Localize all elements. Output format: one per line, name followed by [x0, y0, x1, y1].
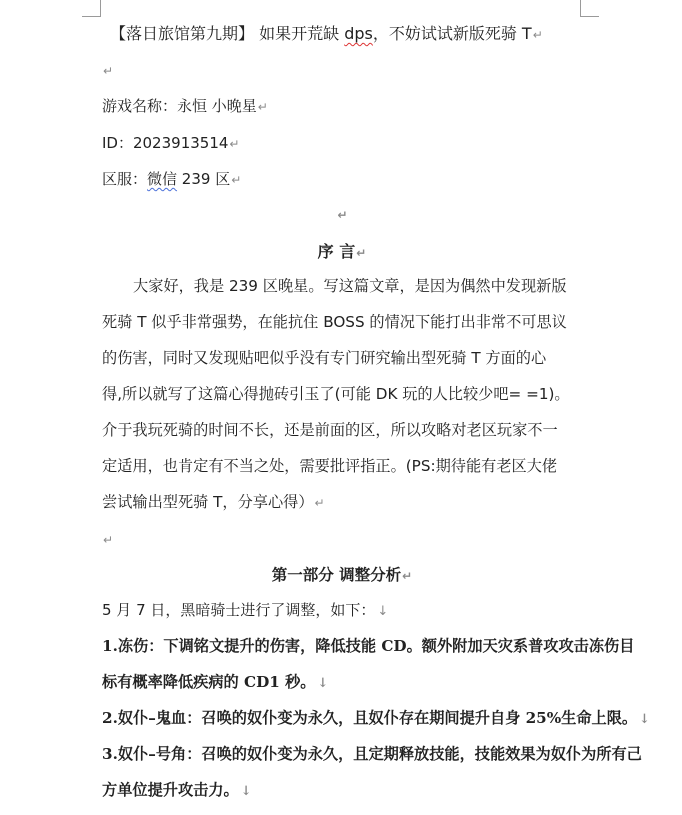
line-break-arrow-icon: ↓: [317, 676, 329, 691]
server-platform: 微信: [147, 170, 178, 188]
item-3-line-2: [102, 772, 582, 808]
server-line: [102, 169, 241, 190]
line-break-arrow-icon: ↓: [240, 784, 252, 799]
item-text: 方单位提升攻击力。: [102, 781, 239, 799]
preface-line-5: [102, 412, 582, 448]
empty-line: [102, 204, 582, 225]
line-break-arrow-icon: ↓: [639, 712, 651, 727]
paragraph-mark-icon: ↵: [103, 64, 114, 78]
title-suffix: ，不妨试试新版死骑 T: [372, 24, 532, 43]
preface-line-4: [102, 376, 582, 412]
section1-heading-text: 第一部分 调整分析: [271, 566, 402, 584]
empty-line: [102, 60, 113, 81]
id-line: [102, 133, 239, 154]
preface-text: 得,所以就写了这篇心得抛砖引玉了(可能 DK 玩的人比较少吧= =1)。: [102, 385, 570, 403]
preface-line-3: [102, 340, 582, 376]
preface-text: 尝试输出型死骑 T，分享心得）: [102, 493, 314, 511]
preface-heading: [102, 242, 582, 263]
section1-intro-text: 5 月 7 日，黑暗骑士进行了调整，如下：: [102, 601, 376, 619]
server-label: 区服：: [102, 170, 148, 188]
item-text: 1.冻伤：下调铭文提升的伤害，降低技能 CD。额外附加天灾系普攻攻击冻伤目: [102, 637, 635, 655]
game-name: 游戏名称：永恒 小晚星: [102, 97, 257, 115]
page-corner-mark-left: [82, 0, 101, 17]
preface-line-6: [102, 448, 582, 484]
preface-line-1: [102, 268, 582, 304]
preface-text: 死骑 T 似乎非常强势，在能抗住 BOSS 的情况下能打出非常不可思议: [102, 313, 567, 331]
paragraph-mark-icon: ↵: [314, 496, 325, 510]
game-name-line: [102, 96, 268, 117]
preface-line-2: [102, 304, 582, 340]
preface-paragraph: [102, 268, 582, 520]
preface-line-7: [102, 484, 582, 520]
paragraph-mark-icon: ↵: [532, 28, 543, 42]
section1-intro: [102, 600, 388, 622]
item-2: [102, 700, 651, 736]
paragraph-mark-icon: ↵: [356, 246, 367, 260]
paragraph-mark-icon: ↵: [231, 173, 242, 187]
item-text: 3.奴仆–号角：召唤的奴仆变为永久，且定期释放技能，技能效果为奴仆为所有己: [102, 745, 642, 763]
line-break-arrow-icon: ↓: [377, 604, 389, 619]
paragraph-mark-icon: ↵: [337, 208, 348, 222]
item-text: 2.奴仆–鬼血：召唤的奴仆变为永久，且奴仆存在期间提升自身 25%生命上限。: [102, 709, 638, 727]
empty-line: [102, 529, 113, 550]
preface-heading-text: 序 言: [317, 242, 356, 261]
section1-items: [102, 628, 651, 808]
title-dps: dps: [344, 24, 373, 43]
item-text: 标有概率降低疾病的 CD1 秒。: [102, 673, 316, 691]
preface-text: 定适用，也肯定有不当之处，需要批评指正。(PS:期待能有老区大佬: [102, 457, 558, 475]
preface-text: 大家好，我是 239 区晚星。写这篇文章，是因为偶然中发现新版: [133, 277, 567, 295]
title-prefix: 【落日旅馆第九期】 如果开荒缺: [110, 24, 345, 43]
doc-title: [110, 24, 543, 45]
item-1-line-2: [102, 664, 582, 700]
paragraph-mark-icon: ↵: [229, 137, 240, 151]
paragraph-mark-icon: ↵: [103, 533, 114, 547]
paragraph-mark-icon: ↵: [257, 100, 268, 114]
item-1-line-1: [102, 628, 635, 664]
server-number: 239 区: [177, 170, 231, 188]
section1-heading: [102, 565, 582, 586]
preface-text: 的伤害，同时又发现贴吧似乎没有专门研究输出型死骑 T 方面的心: [102, 349, 547, 367]
preface-text: 介于我玩死骑的时间不长，还是前面的区，所以攻略对老区玩家不一: [102, 421, 558, 439]
player-id: ID：2023913514: [102, 134, 229, 152]
item-3-line-1: [102, 736, 642, 772]
page-corner-mark-right: [580, 0, 599, 17]
paragraph-mark-icon: ↵: [402, 569, 413, 583]
